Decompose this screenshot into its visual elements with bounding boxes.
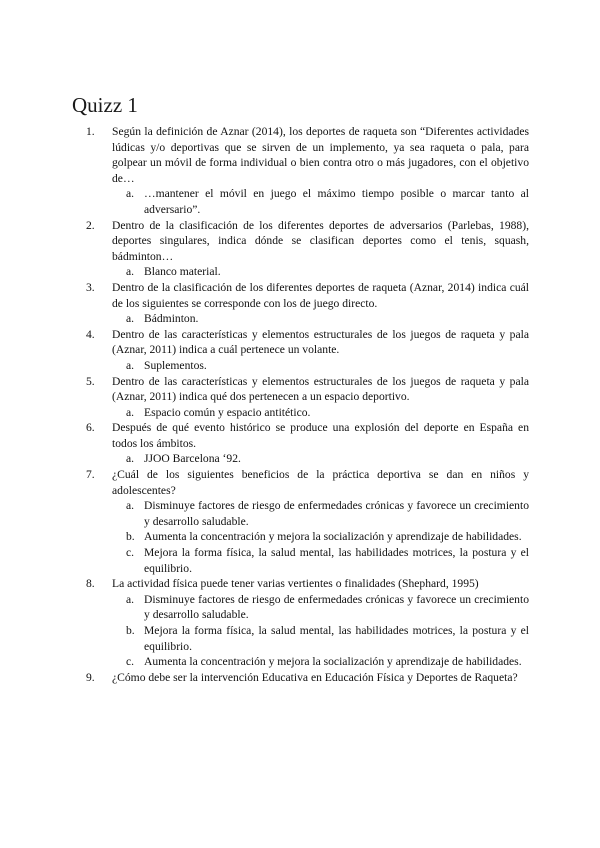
option-letter: c. — [126, 546, 135, 560]
option-letter: a. — [126, 452, 135, 466]
answer-option — [126, 264, 529, 280]
answer-option — [126, 451, 529, 467]
option-text: Disminuye factores de riesgo de enfermedades crónicas y favorece un crecimiento y desarrollo saludable. — [144, 592, 529, 622]
option-text: Disminuye factores de riesgo de enfermedades crónicas y favorece un crecimiento y desarrollo saludable. — [144, 499, 529, 528]
answer-option — [126, 311, 529, 327]
question-4 — [86, 327, 529, 358]
option-text: …mantener el móvil en juego el máximo tiempo posible o marcar tanto al adversario”. — [144, 187, 529, 216]
question-number: 7. — [86, 468, 95, 482]
question-7 — [86, 467, 529, 498]
question-number: 8. — [86, 577, 95, 591]
option-text: Mejora la forma física, la salud mental, las habilidades motrices, la postura y el equilibrio. — [144, 546, 529, 575]
question-list — [86, 124, 529, 685]
question-text: Dentro de la clasificación de los diferentes deportes de adversarios (Parlebas, 1988), deportes singulares, indica dónde se clasifican deportes como el tenis, squash, bádminton… — [112, 218, 529, 263]
answer-option — [126, 358, 529, 374]
answer-option — [126, 654, 529, 670]
option-text: Aumenta la concentración y mejora la socialización y aprendizaje de habilidades. — [144, 655, 522, 669]
question-number: 1. — [86, 125, 95, 138]
question-1 — [86, 124, 529, 186]
answer-option — [126, 545, 529, 576]
question-number: 6. — [86, 421, 95, 435]
answer-option — [126, 592, 529, 623]
option-letter: a. — [126, 265, 135, 279]
answer-option — [126, 498, 529, 529]
option-text: JJOO Barcelona ‘92. — [144, 452, 241, 466]
question-text: Dentro de la clasificación de los diferentes deportes de raqueta (Aznar, 2014) indica cuál de los siguientes se corresponde con los de juego directo. — [112, 280, 529, 310]
question-number: 4. — [86, 327, 95, 341]
question-text: Según la definición de Aznar (2014), los deportes de raqueta son “Diferentes actividades lúdicas y/o deportivas que se sirven de un implemento, ya sea raqueta o pala, para golpear un móvil de forma individual o bien contra otro o más jugadores, con el objetivo de… — [112, 125, 529, 185]
question-8 — [86, 576, 529, 592]
question-9 — [86, 670, 529, 686]
answer-option — [126, 623, 529, 654]
answer-option — [126, 405, 529, 421]
option-letter: b. — [126, 530, 135, 544]
option-letter: a. — [126, 187, 135, 201]
option-text: Mejora la forma física, la salud mental, las habilidades motrices, la postura y el equilibrio. — [144, 624, 529, 653]
question-number: 2. — [86, 218, 95, 232]
question-text: Dentro de las características y elementos estructurales de los juegos de raqueta y pala (Aznar, 2011) indica qué dos pertenecen a un espacio deportivo. — [112, 374, 529, 404]
question-text: La actividad física puede tener varias vertientes o finalidades (Shephard, 1995) — [112, 577, 479, 591]
question-number: 5. — [86, 374, 95, 388]
option-letter: a. — [126, 592, 135, 606]
answer-option — [126, 529, 529, 545]
question-text: Después de qué evento histórico se produce una explosión del deporte en España en todos los ámbitos. — [112, 421, 529, 450]
question-6 — [86, 420, 529, 451]
page-title: Quizz 1 — [72, 93, 138, 117]
question-text: ¿Cómo debe ser la intervención Educativa en Educación Física y Deportes de Raqueta? — [112, 670, 518, 684]
option-letter: c. — [126, 655, 135, 669]
option-letter: a. — [126, 405, 135, 419]
option-text: Espacio común y espacio antitético. — [144, 405, 311, 419]
question-2 — [86, 218, 529, 265]
option-text: Suplementos. — [144, 358, 207, 372]
option-letter: a. — [126, 358, 135, 372]
question-text: Dentro de las características y elementos estructurales de los juegos de raqueta y pala (Aznar, 2011) indica a cuál pertenece un volante. — [112, 327, 529, 357]
option-text: Blanco material. — [144, 265, 221, 279]
question-3 — [86, 280, 529, 311]
option-letter: b. — [126, 624, 135, 637]
question-number: 9. — [86, 670, 95, 684]
option-text: Aumenta la concentración y mejora la socialización y aprendizaje de habilidades. — [144, 530, 522, 544]
option-letter: a. — [126, 499, 135, 513]
answer-option — [126, 186, 529, 217]
option-text: Bádminton. — [144, 312, 199, 326]
question-5 — [86, 374, 529, 405]
question-text: ¿Cuál de los siguientes beneficios de la práctica deportiva se dan en niños y adolescentes? — [112, 468, 529, 497]
option-letter: a. — [126, 312, 135, 326]
question-number: 3. — [86, 280, 95, 294]
